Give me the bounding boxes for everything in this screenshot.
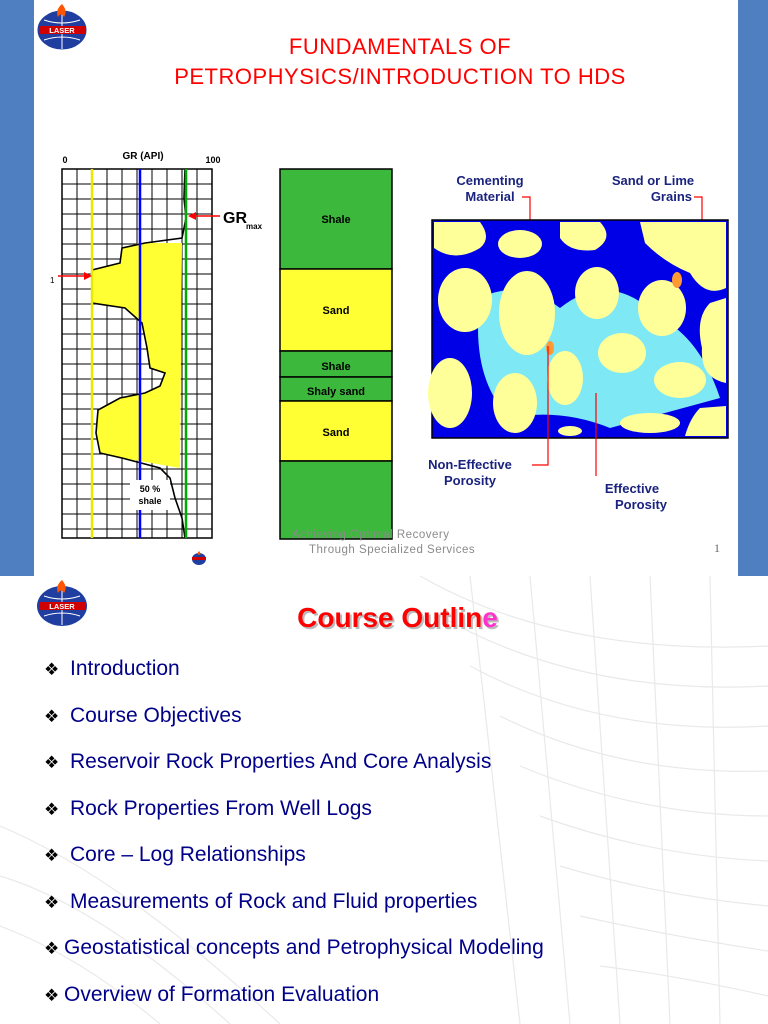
non-effective-porosity-label: Porosity	[443, 473, 497, 488]
diamond-bullet-icon: ❖	[44, 753, 60, 772]
diamond-bullet-icon: ❖	[44, 892, 60, 912]
footer-line-1: Achieving Optimal Recovery	[292, 529, 450, 541]
outline-item	[44, 794, 544, 841]
gr-max-subscript: max	[246, 222, 263, 231]
outline-item	[44, 747, 544, 794]
course-outline-title	[0, 602, 768, 634]
diamond-bullet-icon: ❖	[44, 846, 60, 865]
marker-label: 1	[50, 276, 55, 285]
effective-porosity-label: Porosity	[614, 497, 668, 512]
outline-item	[44, 840, 544, 887]
outline-item-label: Core – Log Relationships	[70, 843, 306, 866]
slide-footer	[280, 528, 475, 558]
porosity-diagram	[410, 168, 740, 518]
diamond-bullet-icon: ❖	[44, 660, 60, 679]
rock-cross-section	[428, 220, 728, 438]
page-number: 1	[714, 541, 720, 555]
title-text: Course Outlin	[297, 602, 483, 633]
lithology-column	[278, 168, 394, 540]
outline-item-label: Overview of Formation Evaluation	[64, 982, 380, 1006]
outline-item-label: Introduction	[70, 657, 180, 680]
outline-item-label: Rock Properties From Well Logs	[70, 796, 372, 820]
cementing-label: Cementing	[456, 173, 524, 188]
lithology-label: Shale	[321, 214, 351, 226]
lithology-label: Sand	[322, 305, 350, 317]
slide-1-title	[60, 32, 740, 92]
left-accent-bar	[0, 0, 34, 576]
lithology-label: Shaly sand	[306, 386, 366, 398]
diamond-bullet-icon: ❖	[44, 799, 60, 819]
lithology-label: Sand	[322, 427, 350, 439]
svg-text:LASER: LASER	[49, 26, 75, 35]
diamond-bullet-icon: ❖	[44, 939, 60, 958]
outline-item	[44, 980, 544, 1024]
log-axis-max: 100	[205, 155, 221, 165]
shale-percent-label: 50 %	[139, 484, 161, 494]
log-axis-min: 0	[62, 155, 68, 165]
outline-item	[44, 933, 544, 980]
outline-item-label: Reservoir Rock Properties And Core Analysis	[70, 750, 492, 773]
grains-label: Sand or Lime	[611, 173, 695, 188]
right-accent-bar	[738, 0, 768, 576]
outline-item	[44, 654, 544, 701]
footer-logo-icon	[191, 550, 207, 566]
title-last-letter: e	[482, 602, 498, 633]
outline-item-label: Course Objectives	[70, 703, 242, 727]
cementing-label: Material	[465, 189, 515, 204]
diamond-bullet-icon: ❖	[44, 706, 60, 726]
log-axis-title: GR (API)	[122, 151, 164, 162]
outline-item	[44, 887, 544, 934]
diamond-bullet-icon: ❖	[44, 985, 60, 1005]
effective-porosity-label: Effective	[604, 481, 660, 496]
lithology-label: Shale	[321, 361, 351, 373]
outline-item-label: Geostatistical concepts and Petrophysical Modeling	[64, 936, 544, 959]
slide-2	[0, 576, 768, 1024]
grains-label: Grains	[650, 189, 692, 204]
svg-text:LASER: LASER	[49, 602, 75, 611]
gamma-ray-log	[40, 148, 270, 540]
footer-line-2: Through Specialized Services	[309, 544, 476, 556]
gr-max-label: GR	[223, 210, 247, 227]
shale-label: shale	[138, 496, 162, 506]
title-line-1: FUNDAMENTALS OF	[288, 34, 512, 59]
outline-item	[44, 701, 544, 748]
title-line-2: PETROPHYSICS/INTRODUCTION TO HDS	[174, 64, 626, 89]
non-effective-porosity-label: Non-Effective	[428, 457, 512, 472]
outline-item-label: Measurements of Rock and Fluid properties	[70, 889, 478, 913]
course-outline-list	[44, 654, 544, 1024]
